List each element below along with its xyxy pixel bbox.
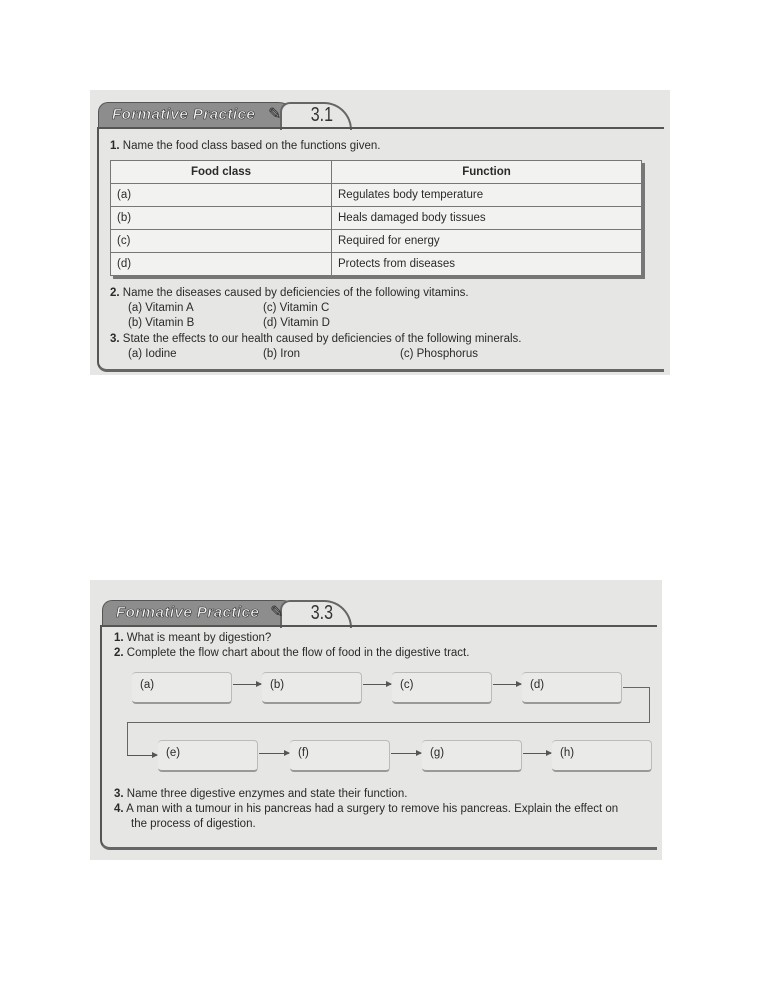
formative-practice-3-1 (90, 90, 670, 375)
connector-line (127, 722, 650, 723)
arrow-icon (363, 684, 391, 685)
question-number: 3. (114, 788, 124, 800)
question-text-continued: the process of digestion. (131, 818, 256, 830)
food-class-cell[interactable]: (d) (111, 253, 332, 276)
header-function: Function (332, 161, 642, 184)
question-text: Name the food class based on the functions given. (122, 140, 381, 152)
function-cell: Protects from diseases (332, 253, 642, 276)
vitamin-item: (b) Vitamin B (128, 317, 195, 329)
formative-practice-3-3 (90, 580, 662, 860)
function-cell: Heals damaged body tissues (332, 207, 642, 230)
food-class-table (110, 160, 642, 276)
food-class-cell[interactable]: (a) (111, 184, 332, 207)
arrow-icon (391, 753, 421, 754)
question-number: 2. (114, 647, 124, 659)
question-text: Complete the flow chart about the flow of food in the digestive tract. (126, 647, 470, 659)
question-number: 1. (110, 140, 120, 152)
table-row (111, 207, 642, 230)
mineral-item: (c) Phosphorus (400, 348, 478, 360)
mineral-item: (b) Iron (263, 348, 301, 360)
pen-icon: ✎ (270, 604, 284, 621)
flow-box-e[interactable]: (e) (158, 740, 258, 772)
flow-box-f[interactable]: (f) (290, 740, 390, 772)
question-number: 1. (114, 632, 124, 644)
function-cell: Regulates body temperature (332, 184, 642, 207)
food-class-cell[interactable]: (c) (111, 230, 332, 253)
flow-box-b[interactable]: (b) (262, 672, 362, 704)
flow-box-h[interactable]: (h) (552, 740, 652, 772)
vitamin-item: (a) Vitamin A (128, 302, 194, 314)
vitamin-item: (d) Vitamin D (263, 317, 330, 329)
header-food-class: Food class (111, 161, 332, 184)
vitamin-item: (c) Vitamin C (263, 302, 330, 314)
arrow-icon (233, 684, 261, 685)
table-row (111, 230, 642, 253)
connector-line (649, 687, 650, 722)
arrow-icon (259, 753, 289, 754)
pen-icon: ✎ (268, 106, 282, 123)
question-number: 4. (114, 803, 124, 815)
arrow-icon (523, 753, 551, 754)
function-cell: Required for energy (332, 230, 642, 253)
question-text: State the effects to our health caused by deficiencies of the following minerals. (122, 333, 522, 345)
arrow-icon (493, 684, 521, 685)
question-number: 3. (110, 333, 120, 345)
section-title: Formative Practice (112, 106, 256, 123)
table-row (111, 184, 642, 207)
question-text: What is meant by digestion? (126, 632, 272, 644)
food-class-cell[interactable]: (b) (111, 207, 332, 230)
connector-line (127, 722, 128, 755)
flow-box-g[interactable]: (g) (422, 740, 522, 772)
flow-box-d[interactable]: (d) (522, 672, 622, 704)
connector-line (623, 687, 650, 688)
arrow-icon (127, 755, 157, 756)
mineral-item: (a) Iodine (128, 348, 177, 360)
table-row (111, 253, 642, 276)
section-number: 3.3 (310, 602, 334, 624)
question-number: 2. (110, 287, 120, 299)
question-text: Name three digestive enzymes and state their function. (126, 788, 408, 800)
section-title: Formative Practice (116, 604, 260, 621)
section-number: 3.1 (310, 104, 334, 126)
question-text: Name the diseases caused by deficiencies of the following vitamins. (122, 287, 469, 299)
flow-box-c[interactable]: (c) (392, 672, 492, 704)
flow-box-a[interactable]: (a) (132, 672, 232, 704)
question-text: A man with a tumour in his pancreas had a surgery to remove his pancreas. Explain the effect on (126, 803, 619, 815)
